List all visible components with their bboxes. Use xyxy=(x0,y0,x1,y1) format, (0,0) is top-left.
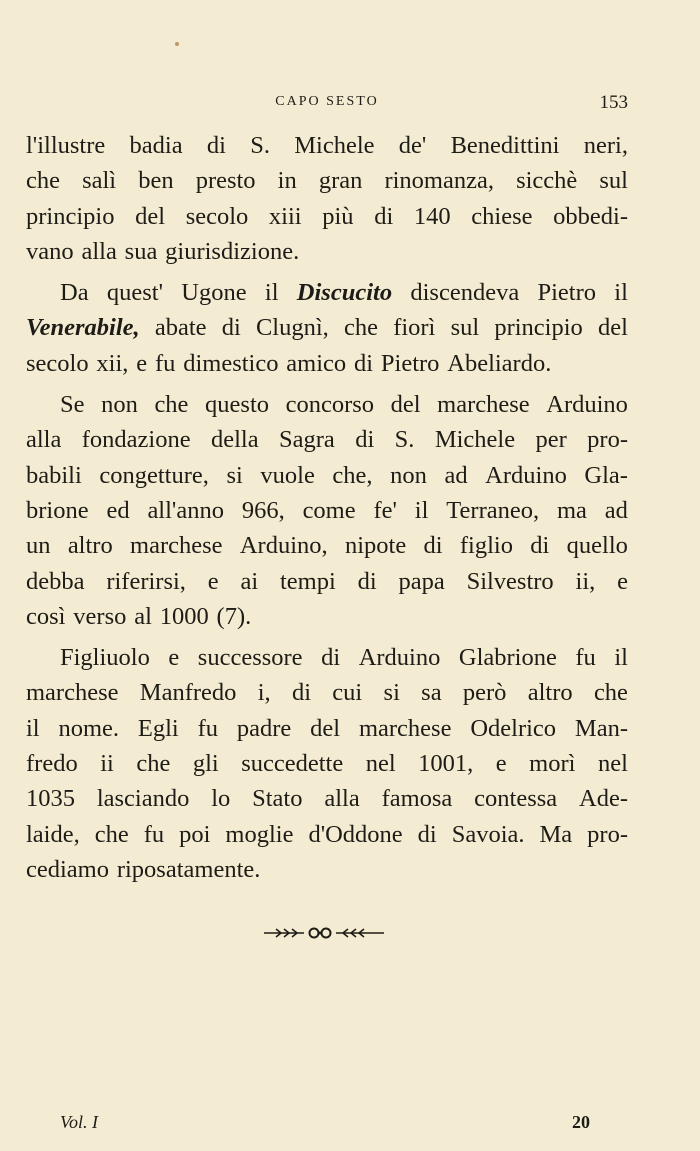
word: abate xyxy=(154,314,207,342)
word: obbedi- xyxy=(553,202,628,230)
text-line xyxy=(26,817,628,852)
word: Manfredo xyxy=(139,679,237,707)
word: non xyxy=(101,391,138,419)
decorative-rule-icon xyxy=(262,926,386,940)
word: riferirsi, xyxy=(106,567,186,595)
word: contessa xyxy=(474,785,558,813)
word: ad xyxy=(604,496,628,524)
word: all'anno xyxy=(147,496,224,524)
word: non xyxy=(390,461,427,489)
word: che, xyxy=(332,461,373,489)
word: che xyxy=(26,167,60,195)
text-line xyxy=(26,781,628,816)
word: Da xyxy=(60,279,89,307)
word: Abeliardo. xyxy=(447,349,552,377)
word: chiese xyxy=(471,202,533,230)
word: neri, xyxy=(583,132,628,159)
word: pro- xyxy=(587,426,628,454)
word: gran xyxy=(318,167,363,195)
word: Benedittini xyxy=(450,132,560,159)
word: di xyxy=(417,820,437,848)
word: si xyxy=(226,461,243,489)
word: quello xyxy=(566,532,628,560)
word: Odelrico xyxy=(470,714,557,742)
word: e xyxy=(207,567,219,595)
word: famosa xyxy=(381,785,453,813)
italic-term: Venerabile, xyxy=(26,314,140,342)
word: gli xyxy=(192,750,219,778)
word: babili xyxy=(26,461,82,489)
word: badia xyxy=(129,132,183,159)
word: più xyxy=(322,202,354,230)
word: vano xyxy=(26,237,74,265)
word: giurisdizione. xyxy=(165,237,300,265)
word: Se xyxy=(60,391,85,419)
word: Clugnì, xyxy=(255,314,329,342)
word: Stato xyxy=(252,785,303,813)
word: Arduino, xyxy=(239,532,328,560)
word: marchese xyxy=(26,679,119,707)
word: 140 xyxy=(413,202,451,230)
word: il xyxy=(414,496,429,524)
word: S. xyxy=(250,132,270,159)
word: ad xyxy=(444,461,468,489)
word: 1000 xyxy=(159,602,209,630)
paper-speck xyxy=(175,42,179,46)
word: di xyxy=(321,644,341,672)
text-line xyxy=(26,746,628,781)
word: in xyxy=(277,167,297,195)
text-line xyxy=(26,199,628,234)
word: Egli xyxy=(137,714,179,742)
word: Terraneo, xyxy=(446,496,540,524)
text-line xyxy=(26,387,628,422)
word: e xyxy=(617,567,628,595)
word: xii, xyxy=(96,349,129,377)
word: cui xyxy=(332,679,363,707)
word: Ugone xyxy=(181,279,247,307)
word: marchese xyxy=(358,714,452,742)
word: pro- xyxy=(587,820,628,848)
text-line xyxy=(26,675,628,710)
word: papa xyxy=(398,567,445,595)
word: ben xyxy=(138,167,174,195)
word: di xyxy=(221,314,241,342)
word: del xyxy=(390,391,421,419)
word: tempi xyxy=(279,567,336,595)
word: lo xyxy=(211,785,231,813)
word: del xyxy=(135,202,166,230)
text-line xyxy=(26,346,628,381)
text-line xyxy=(26,711,628,746)
word: della xyxy=(211,426,259,454)
word: di xyxy=(423,532,443,560)
word: ed xyxy=(106,496,130,524)
page-number: 153 xyxy=(599,92,628,113)
word: che xyxy=(94,820,129,848)
word: sa xyxy=(421,679,442,707)
word: figlio xyxy=(459,532,513,560)
word: fiorì xyxy=(393,314,436,342)
word: verso xyxy=(73,602,127,630)
word: alla xyxy=(26,426,62,454)
word: principio xyxy=(494,314,583,342)
word: succedette xyxy=(241,750,344,778)
word: laide, xyxy=(26,820,80,848)
word: così xyxy=(26,602,66,630)
word: morì xyxy=(529,750,576,778)
word: fe' xyxy=(373,496,397,524)
word: quest' xyxy=(106,279,163,307)
text-line xyxy=(26,640,628,675)
word: successore xyxy=(197,644,303,672)
word: Silvestro xyxy=(466,567,554,595)
word: marchese xyxy=(437,391,530,419)
word: Savoia. xyxy=(451,820,525,848)
word: Pietro xyxy=(537,279,597,307)
word: sul xyxy=(599,167,628,195)
word: di xyxy=(357,567,377,595)
paragraph xyxy=(26,275,628,381)
word: l'illustre xyxy=(26,132,106,159)
word: e xyxy=(136,349,148,377)
word: lasciando xyxy=(96,785,190,813)
word: un xyxy=(26,532,51,560)
text-line xyxy=(26,163,628,198)
word: nome. xyxy=(58,714,120,742)
word: di xyxy=(355,426,375,454)
word: xiii xyxy=(268,202,302,230)
word: S. xyxy=(394,426,415,454)
text-line xyxy=(26,422,628,457)
word: di xyxy=(291,679,311,707)
word: di xyxy=(206,132,226,159)
paragraph xyxy=(26,387,628,634)
word: (7). xyxy=(216,602,252,630)
word: nipote xyxy=(344,532,407,560)
word: Ade- xyxy=(579,785,628,813)
running-head xyxy=(26,92,628,116)
word: 966, xyxy=(241,496,285,524)
word: Ma xyxy=(539,820,573,848)
word: sicchè xyxy=(516,167,578,195)
text-line xyxy=(26,599,628,634)
text-line xyxy=(26,564,628,599)
word: Michele xyxy=(434,426,516,454)
word: il xyxy=(26,714,40,742)
word: e xyxy=(168,644,180,672)
word: rinomanza, xyxy=(384,167,494,195)
word: nel xyxy=(365,750,396,778)
word: Arduino xyxy=(546,391,628,419)
word: del xyxy=(598,314,628,342)
word: che xyxy=(154,391,189,419)
text-line xyxy=(26,458,628,493)
word: ii xyxy=(100,750,114,778)
word: Arduino xyxy=(485,461,567,489)
word: riposatamente. xyxy=(116,855,261,883)
word: vuole xyxy=(260,461,315,489)
running-title: CAPO SESTO xyxy=(275,94,379,109)
word: 1001, xyxy=(418,750,474,778)
word: marchese xyxy=(130,532,223,560)
text-line xyxy=(26,528,628,563)
word: Pietro xyxy=(380,349,440,377)
word: Michele xyxy=(294,132,375,159)
word: altro xyxy=(527,679,573,707)
signature-mark: 20 xyxy=(572,1112,590,1132)
word: di xyxy=(354,349,374,377)
word: fu xyxy=(197,714,219,742)
word: ii, xyxy=(575,567,596,595)
word: Man- xyxy=(574,714,628,742)
word: ai xyxy=(240,567,259,595)
word: di xyxy=(530,532,550,560)
word: secolo xyxy=(26,349,89,377)
word: Gla- xyxy=(584,461,628,489)
word: il xyxy=(614,644,628,672)
word: fredo xyxy=(26,750,78,778)
word: per xyxy=(535,426,567,454)
word: salì xyxy=(82,167,117,195)
word: poi xyxy=(179,820,211,848)
word: il xyxy=(614,279,628,307)
word: amico xyxy=(286,349,347,377)
word: padre xyxy=(236,714,292,742)
word: fu xyxy=(143,820,165,848)
word: d'Oddone xyxy=(308,820,403,848)
word: però xyxy=(462,679,507,707)
word: questo xyxy=(205,391,269,419)
word: brione xyxy=(26,496,89,524)
body-text xyxy=(26,128,628,887)
word: del xyxy=(310,714,341,742)
word: ma xyxy=(556,496,587,524)
word: di xyxy=(374,202,394,230)
text-line xyxy=(26,852,628,887)
word: fu xyxy=(154,349,176,377)
word: secolo xyxy=(185,202,249,230)
volume-label: Vol. I xyxy=(60,1112,98,1132)
word: che xyxy=(593,679,628,707)
word: moglie xyxy=(225,820,294,848)
word: fondazione xyxy=(81,426,191,454)
word: cediamo xyxy=(26,855,109,883)
word: fu xyxy=(575,644,596,672)
text-line xyxy=(26,275,628,310)
word: come xyxy=(302,496,356,524)
word: i, xyxy=(257,679,271,707)
word: alla xyxy=(324,785,360,813)
word: al xyxy=(134,602,152,630)
word: sua xyxy=(124,237,158,265)
italic-term: Discucito xyxy=(296,279,393,307)
word: che xyxy=(344,314,378,342)
text-line xyxy=(26,234,628,269)
text-line xyxy=(26,493,628,528)
word: debba xyxy=(26,567,85,595)
text-line xyxy=(26,310,628,345)
word: sul xyxy=(450,314,480,342)
word: altro xyxy=(67,532,113,560)
word: e xyxy=(495,750,507,778)
word: Glabrione xyxy=(458,644,557,672)
word: principio xyxy=(26,202,115,230)
word: che xyxy=(136,750,171,778)
word: presto xyxy=(195,167,256,195)
word: concorso xyxy=(285,391,375,419)
word: il xyxy=(264,279,279,307)
word: discendeva xyxy=(410,279,520,307)
word: Arduino xyxy=(358,644,441,672)
word: congetture, xyxy=(99,461,209,489)
paragraph xyxy=(26,640,628,887)
text-line xyxy=(26,128,628,163)
word: Figliuolo xyxy=(60,644,150,672)
word: dimestico xyxy=(183,349,279,377)
word: nel xyxy=(597,750,628,778)
paragraph xyxy=(26,128,628,269)
word: si xyxy=(383,679,400,707)
word: 1035 xyxy=(26,785,75,813)
word: Sagra xyxy=(279,426,335,454)
word: de' xyxy=(398,132,427,159)
word: alla xyxy=(81,237,117,265)
